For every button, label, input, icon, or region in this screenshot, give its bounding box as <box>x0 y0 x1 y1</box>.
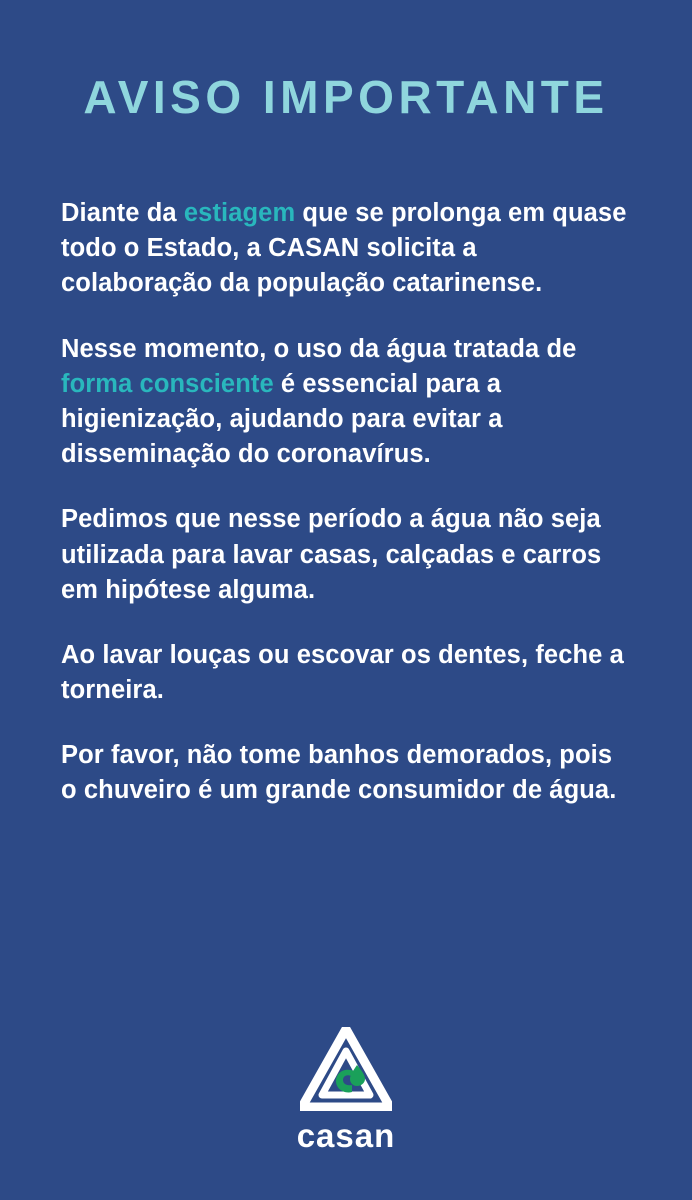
paragraph-text-part: Diante da <box>61 199 184 227</box>
paragraph-highlight-part: estiagem <box>183 199 296 227</box>
paragraph-text-part: Ao lavar louças ou escovar os dentes, feche a torneira. <box>61 640 624 705</box>
paragraph-text-part: Por favor, não tome banhos demorados, pois o chuveiro é um grande consumidor de água. <box>61 741 617 805</box>
notice-paragraph <box>61 502 631 608</box>
casan-logo-icon <box>300 1027 392 1111</box>
casan-wordmark: casan <box>296 1117 396 1154</box>
paragraph-text-part: Nesse momento, o uso da água tratada de <box>61 334 577 363</box>
notice-paragraph <box>61 738 631 808</box>
paragraph-highlight-part: forma consciente <box>61 369 274 398</box>
casan-logo <box>0 1027 692 1152</box>
paragraph-text-part: que se prolonga em quase todo o Estado, a CASAN solicita a colaboração da população catarinense. <box>61 199 627 298</box>
notice-paragraph <box>61 196 631 302</box>
notice-paragraph <box>61 638 631 708</box>
paragraph-text-part: Pedimos que nesse período a água não seja utilizada para lavar casas, calçadas e carros em hipótese alguma. <box>61 505 602 604</box>
notice-body <box>61 196 631 809</box>
paragraph-text-part: é essencial para a higienização, ajudando para evitar a disseminação do coronavírus. <box>61 369 503 469</box>
page-title: AVISO IMPORTANTE <box>83 71 609 123</box>
notice-paragraph <box>61 332 631 473</box>
